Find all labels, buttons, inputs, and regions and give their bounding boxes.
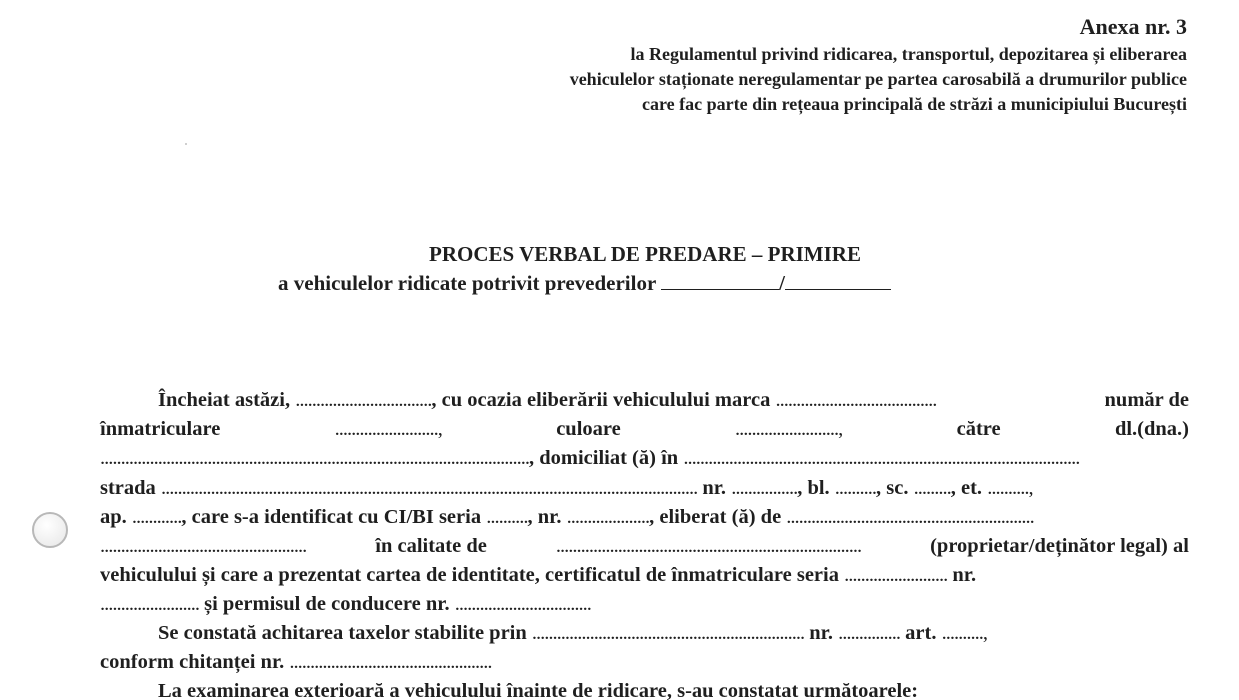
scan-speck [185,143,187,145]
annex-line-1: la Regulamentul privind ridicarea, transportul, depozitarea și eliberarea [630,44,1187,64]
body-row-9: Se constată achitarea taxelor stabilite prin .................................................................. nr. ............... art. .........., [158,622,987,644]
body-row-11: La examinarea exterioară a vehiculului înainte de ridicare, s-au constatat următoarele: [158,680,919,700]
subtitle-text: a vehiculelor ridicate potrivit prevederilor [278,271,656,295]
body-row-10: conform chitanței nr. ................................................. [100,651,492,673]
body-row-2: înmatriculare ........................., culoare ........................., către dl.(dna.) [100,418,1189,440]
annex-line-2: vehiculelor staționate neregulamentar pe partea carosabilă a drumurilor publice [569,69,1187,89]
body-row-1 [100,389,1189,412]
blank-field-1 [661,275,779,290]
body-row-8: ........................ și permisul de conducere nr. ................................. [100,593,591,615]
annex-number: Anexa nr. 3 [1079,14,1187,39]
document-title: PROCES VERBAL DE PREDARE – PRIMIRE [429,242,861,266]
row-text: Încheiat astăzi, ................................., cu ocazia eliberării vehiculului marca ....................................... [158,389,937,411]
annex-line-3: care fac parte din rețeaua principală de străzi a municipiului București [642,94,1187,114]
blank-field-2 [785,275,891,290]
subtitle-separator: / [779,271,786,295]
radio-button[interactable] [32,512,68,548]
body-row-4: strada .................................................................................................................................. nr. ................, bl. .........., sc. ........., et. .........., [100,477,1033,499]
body-row-7: vehiculului și care a prezentat cartea de identitate, certificatul de înmatriculare seria ......................... nr. [100,564,977,586]
body-row-3: ........................................................................................................, domiciliat (ă) în ................................................................................................ [100,447,1080,469]
body-row-6: .................................................. în calitate de .......................................................................... (proprietar/deținător legal) al [100,535,1189,557]
row-text: număr de [1104,389,1189,411]
document-subtitle [278,271,891,296]
body-row-5: ap. ............, care s-a identificat cu CI/BI seria .........., nr. ...................., eliberat (ă) de ............................................................ [100,506,1034,528]
